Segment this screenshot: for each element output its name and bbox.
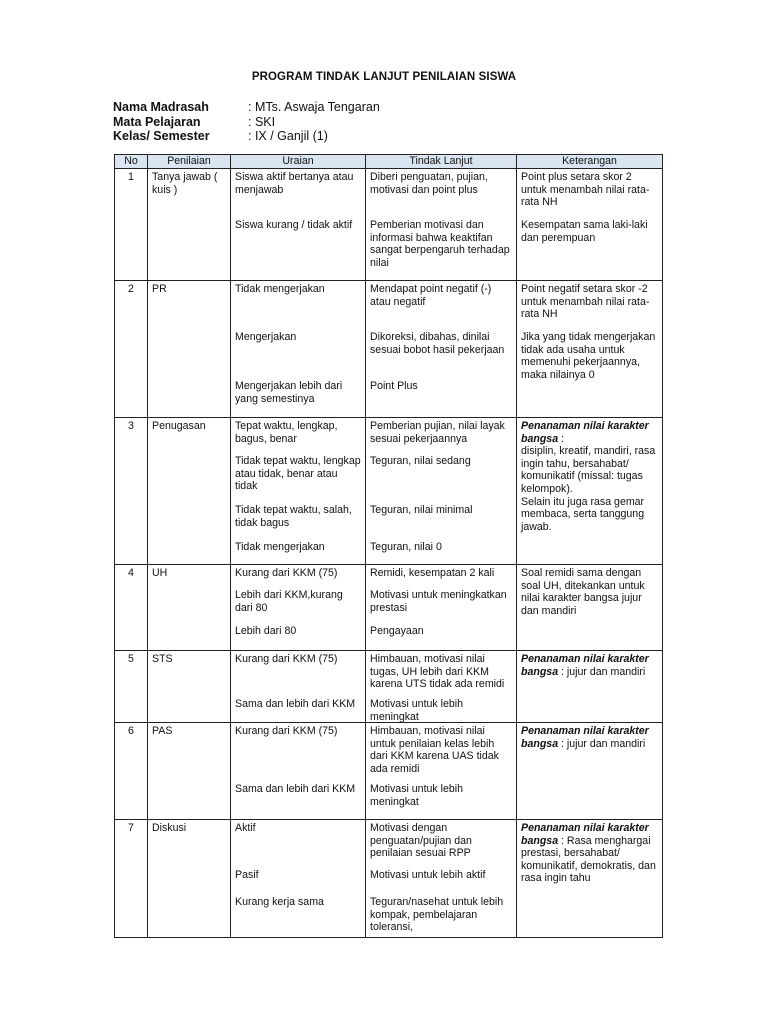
- uraian-item: Tepat waktu, lengkap, bagus, benar: [235, 420, 338, 445]
- uraian-item: Kurang kerja sama: [235, 896, 324, 908]
- cell-tindak-lanjut: [366, 565, 517, 651]
- tindak-item: Teguran, nilai 0: [370, 541, 442, 553]
- cell-uraian: [231, 651, 366, 723]
- cell-penilaian: UH: [148, 565, 231, 651]
- table-header-row: [115, 155, 663, 169]
- table-row: [115, 418, 663, 565]
- tindak-item: Teguran, nilai minimal: [370, 504, 473, 516]
- keterangan-emphasis: Penanaman nilai karakter bangsa: [521, 725, 649, 750]
- keterangan-item: Soal remidi sama dengan soal UH, ditekankan untuk nilai karakter bangsa jujur dan mandiri: [521, 567, 645, 617]
- table-row: [115, 723, 663, 820]
- header-no: No: [115, 155, 148, 169]
- keterangan-item: Jika yang tidak mengerjakan tidak ada usaha untuk memenuhi pekerjaannya, maka nilainya 0: [521, 331, 656, 381]
- tindak-item: Motivasi untuk lebih aktif: [370, 869, 486, 881]
- document-title: PROGRAM TINDAK LANJUT PENILAIAN SISWA: [251, 71, 517, 83]
- uraian-item: Tidak tepat waktu, salah, tidak bagus: [235, 504, 352, 529]
- uraian-item: Tidak mengerjakan: [235, 541, 325, 553]
- table-row: [115, 820, 663, 938]
- uraian-item: Kurang dari KKM (75): [235, 653, 338, 665]
- tindak-item: Motivasi untuk lebih meningkat: [370, 783, 464, 808]
- cell-penilaian: Penugasan: [148, 418, 231, 565]
- cell-no: 4: [115, 565, 148, 651]
- uraian-item: Tidak mengerjakan: [235, 283, 325, 295]
- cell-tindak-lanjut: [366, 418, 517, 565]
- cell-uraian: [231, 281, 366, 418]
- cell-penilaian: PR: [148, 281, 231, 418]
- uraian-item: Aktif: [235, 822, 256, 834]
- tindak-item: Himbauan, motivasi nilai untuk penilaian kelas lebih dari KKM karena UAS tidak ada remidi: [370, 725, 499, 775]
- cell-keterangan: [517, 169, 663, 281]
- cell-no: 7: [115, 820, 148, 938]
- tindak-item: Motivasi untuk lebih meningkat: [370, 698, 464, 723]
- uraian-item: Kurang dari KKM (75): [235, 567, 338, 579]
- meta-row: [113, 100, 380, 115]
- keterangan-lead: [521, 653, 658, 678]
- keterangan-emphasis: Penanaman nilai karakter bangsa: [521, 822, 649, 847]
- tindak-item: Teguran, nilai sedang: [370, 455, 471, 467]
- tindak-item: Motivasi untuk meningkatkan prestasi: [370, 589, 507, 614]
- cell-tindak-lanjut: [366, 723, 517, 820]
- header-keterangan: Keterangan: [517, 155, 663, 169]
- uraian-item: Sama dan lebih dari KKM: [235, 698, 356, 710]
- uraian-item: Sama dan lebih dari KKM: [235, 783, 356, 795]
- cell-no: 5: [115, 651, 148, 723]
- keterangan-lead: [521, 725, 658, 750]
- meta-value: : SKI: [248, 114, 276, 129]
- uraian-item: Pasif: [235, 869, 259, 881]
- tindak-item: Himbauan, motivasi nilai tugas, UH lebih dari KKM karena UTS tidak ada remidi: [370, 653, 505, 691]
- uraian-item: Siswa aktif bertanya atau menjawab: [235, 171, 354, 196]
- meta-row: [113, 129, 380, 144]
- keterangan-item: disiplin, kreatif, mandiri, rasa ingin tahu, bersahabat/ komunikatif (missal: tugas kelompok).: [521, 445, 656, 495]
- cell-keterangan: [517, 651, 663, 723]
- keterangan-lead: [521, 420, 658, 445]
- cell-tindak-lanjut: [366, 651, 517, 723]
- cell-tindak-lanjut: [366, 281, 517, 418]
- table-row: [115, 565, 663, 651]
- keterangan-suffix: : Rasa menghargai prestasi, bersahabat/ komunikatif, demokratis, dan rasa ingin tahu: [521, 834, 656, 885]
- meta-label: Mata Pelajaran: [113, 114, 201, 129]
- keterangan-lead: [521, 822, 658, 885]
- keterangan-suffix: : jujur dan mandiri: [558, 665, 646, 678]
- uraian-item: Lebih dari 80: [235, 625, 297, 637]
- cell-penilaian: PAS: [148, 723, 231, 820]
- keterangan-emphasis: Penanaman nilai karakter bangsa: [521, 420, 649, 445]
- meta-row: [113, 115, 380, 130]
- uraian-item: Siswa kurang / tidak aktif: [235, 219, 353, 231]
- tindak-item: Teguran/nasehat untuk lebih kompak, pembelajaran toleransi,: [370, 896, 504, 934]
- cell-uraian: [231, 418, 366, 565]
- cell-no: 3: [115, 418, 148, 565]
- tindak-item: Mendapat point negatif (-) atau negatif: [370, 283, 492, 308]
- cell-keterangan: [517, 820, 663, 938]
- uraian-item: Mengerjakan: [235, 331, 297, 343]
- meta-value: : MTs. Aswaja Tengaran: [248, 100, 380, 114]
- keterangan-item: Point plus setara skor 2 untuk menambah nilai rata-rata NH: [521, 171, 650, 209]
- cell-uraian: [231, 820, 366, 938]
- cell-penilaian: Diskusi: [148, 820, 231, 938]
- tindak-item: Remidi, kesempatan 2 kali: [370, 567, 495, 579]
- cell-penilaian: STS: [148, 651, 231, 723]
- keterangan-item: Selain itu juga rasa gemar membaca, serta tanggung jawab.: [521, 495, 645, 533]
- cell-uraian: [231, 723, 366, 820]
- keterangan-suffix: :: [558, 432, 564, 445]
- uraian-item: Lebih dari KKM,kurang dari 80: [235, 589, 343, 614]
- cell-no: 2: [115, 281, 148, 418]
- tindak-item: Diberi penguatan, pujian, motivasi dan point plus: [370, 171, 488, 196]
- cell-keterangan: [517, 565, 663, 651]
- table-row: [115, 651, 663, 723]
- meta-value: : IX / Ganjil (1): [248, 129, 328, 143]
- uraian-item: Mengerjakan lebih dari yang semestinya: [235, 380, 343, 405]
- cell-no: 1: [115, 169, 148, 281]
- tindak-item: Dikoreksi, dibahas, dinilai sesuai bobot hasil pekerjaan: [370, 331, 505, 356]
- keterangan-item: Point negatif setara skor -2 untuk menambah nilai rata-rata NH: [521, 283, 650, 321]
- cell-tindak-lanjut: [366, 820, 517, 938]
- cell-keterangan: [517, 723, 663, 820]
- cell-tindak-lanjut: [366, 169, 517, 281]
- keterangan-item: Kesempatan sama laki-laki dan perempuan: [521, 219, 648, 244]
- tindak-item: Point Plus: [370, 380, 418, 392]
- keterangan-emphasis: Penanaman nilai karakter bangsa: [521, 653, 649, 678]
- tindak-item: Pemberian motivasi dan informasi bahwa keaktifan sangat berpengaruh terhadap nilai: [370, 219, 510, 269]
- document-meta: [113, 100, 380, 144]
- cell-keterangan: [517, 281, 663, 418]
- tindak-item: Pemberian pujian, nilai layak sesuai pekerjaannya: [370, 420, 505, 445]
- tindak-item: Motivasi dengan penguatan/pujian dan penilaian sesuai RPP: [370, 822, 472, 860]
- uraian-item: Tidak tepat waktu, lengkap atau tidak, benar atau tidak: [235, 455, 361, 493]
- header-penilaian: Penilaian: [148, 155, 231, 169]
- meta-label: Nama Madrasah: [113, 100, 209, 114]
- cell-no: 6: [115, 723, 148, 820]
- header-tindak-lanjut: Tindak Lanjut: [366, 155, 517, 169]
- cell-uraian: [231, 565, 366, 651]
- keterangan-suffix: : jujur dan mandiri: [558, 737, 646, 750]
- follow-up-table: [114, 154, 663, 938]
- table-row: [115, 169, 663, 281]
- cell-penilaian: Tanya jawab ( kuis ): [148, 169, 231, 281]
- tindak-item: Pengayaan: [370, 625, 424, 637]
- cell-keterangan: [517, 418, 663, 565]
- cell-uraian: [231, 169, 366, 281]
- header-uraian: Uraian: [231, 155, 366, 169]
- table-row: [115, 281, 663, 418]
- uraian-item: Kurang dari KKM (75): [235, 725, 338, 737]
- meta-label: Kelas/ Semester: [113, 129, 210, 143]
